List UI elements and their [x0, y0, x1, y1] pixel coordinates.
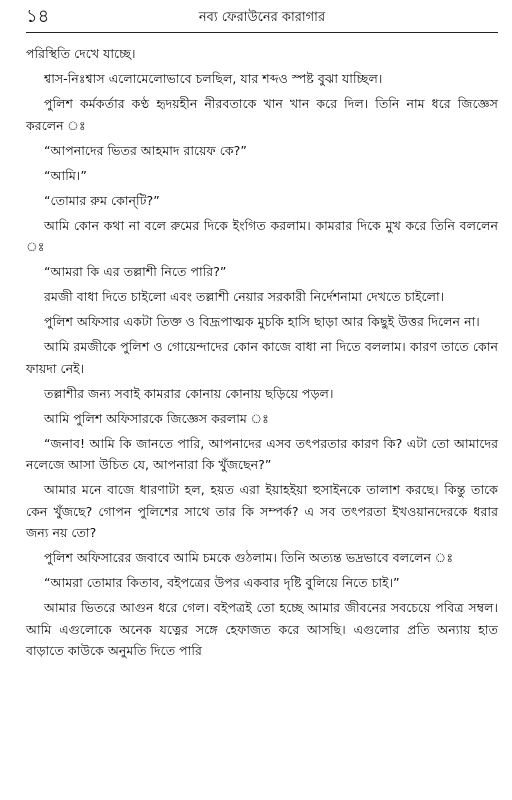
paragraph: “জনাব! আমি কি জানতে পারি, আপনাদের এসব তৎপরতার কারণ কি? এটা তো আমাদের নলেজে আসা উচিত যে, আপনারা কি খুঁজছেন?”	[26, 435, 498, 472]
page-number: ১৪	[26, 6, 50, 27]
paragraph: আমার মনে বাজে ধারণাটা হল, হয়ত এরা ইয়াহইয়া হুসাইনকে তালাশ করছে। কিন্তু তাকে কেন খুঁজছে? গোপন পুলিশের সাথে তার কি সম্পর্ক? এ সব তৎপরতা ইখওয়ানদেরকে ধরার জন্য নয় তো?	[26, 482, 498, 540]
paragraph: পরিস্থিতি দেখে যাচ্ছে।	[26, 46, 136, 61]
paragraph: আমার ভিতরে আগুন ধরে গেল। বইপত্রই তো হচ্ছে আমার জীবনের সবচেয়ে পবিত্র সম্বল। আমি এগুলোকে অনেক যত্নের সঙ্গে হেফাজত করে আসছি। এগুলোর প্রতি অন্যায় হাত বাড়াতে কাউকে অনুমতি দিতে পারি	[26, 600, 498, 658]
paragraph: শ্বাস-নিঃশ্বাস এলোমেলোভাবে চলছিল, যার শব্দও স্পষ্ট বুঝা যাচ্ছিল।	[44, 71, 383, 86]
paragraph: পুলিশ অফিসার একটা তিক্ত ও বিদ্রূপাত্মক মুচকি হাসি ছাড়া আর কিছুই উত্তর দিলেন না।	[44, 314, 480, 329]
body-text	[26, 43, 498, 662]
paragraph: পুলিশ অফিসারের জবাবে আমি চমকে গুঠলাম। তিনি অত্যন্ত ভদ্রভাবে বললেন ঃ	[44, 550, 454, 565]
paragraph: পুলিশ কর্মকর্তার কণ্ঠ হৃদয়হীন নীরবতাকে খান খান করে দিল। তিনি নাম ধরে জিজ্ঞেস করলেন ঃ	[26, 96, 498, 133]
paragraph: আমি পুলিশ অফিসারকে জিজ্ঞেস করলাম ঃ	[44, 410, 269, 426]
paragraph: তল্লাশীর জন্য সবাই কামরার কোনায় কোনায় ছড়িয়ে পড়ল।	[44, 385, 334, 401]
paragraph: “আমি।”	[44, 167, 87, 183]
running-title: নব্য ফেরাউনের কারাগার	[198, 10, 326, 25]
paragraph: “আমরা কি এর তল্লাশী নিতে পারি?”	[44, 264, 227, 279]
paragraph: “আপনাদের ভিতর আহমাদ রায়েফ কে?”	[44, 142, 247, 158]
paragraph: “তোমার রুম কোন্‌টি?”	[44, 192, 160, 208]
paragraph: রমজী বাধা দিতে চাইলো এবং তল্লাশী নেয়ার সরকারী নির্দেশনামা দেখতে চাইলো।	[44, 289, 445, 304]
paragraph: আমি কোন কথা না বলে রুমের দিকে ইংগিত করলাম। কামরার দিকে মুখ করে তিনি বললেন ঃ	[26, 217, 498, 254]
paragraph: “আমরা তোমার কিতাব, বইপত্রের উপর একবার দৃষ্টি বুলিয়ে নিতে চাই।”	[44, 575, 400, 590]
paragraph: আমি রমজীকে পুলিশ ও গোয়েন্দাদের কোন কাজে বাধা না দিতে বললাম। কারণ তাতে কোন ফায়দা নেই।	[26, 339, 498, 376]
page-header	[26, 6, 498, 33]
